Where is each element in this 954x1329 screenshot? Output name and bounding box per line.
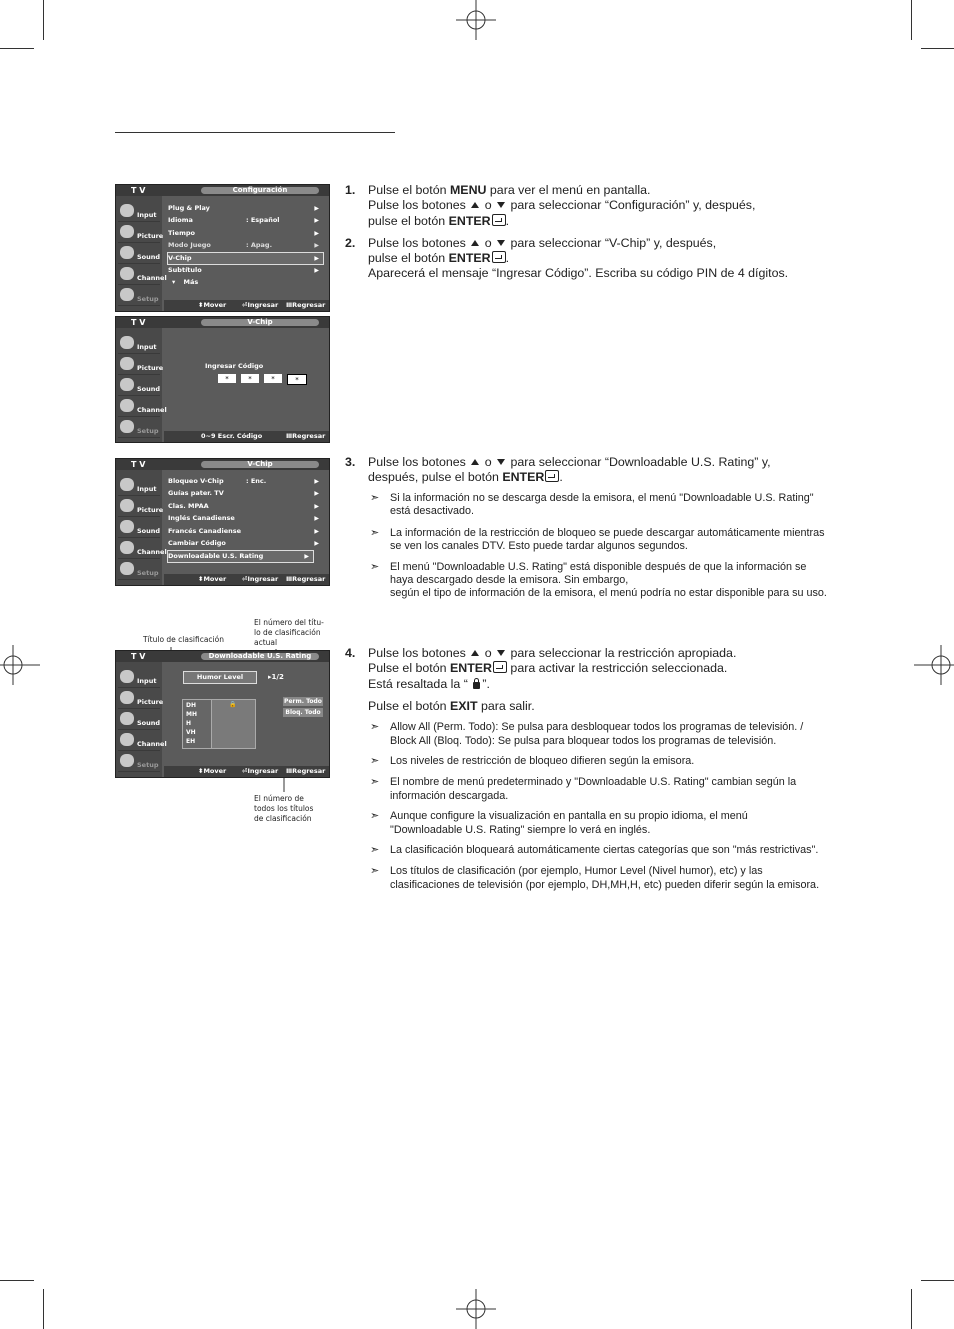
osd-vchip-code-menu	[115, 316, 330, 443]
osd-content	[164, 328, 329, 431]
osd-sidebar	[116, 196, 167, 311]
level-h[interactable]: H	[186, 720, 192, 727]
block-all-button[interactable]: Bloq. Todo	[283, 708, 323, 717]
footer-enter: ⏎Ingresar	[242, 767, 279, 775]
callout-rating-title: Título de clasificación	[143, 635, 224, 644]
osd-sidebar	[116, 662, 167, 777]
footer-back: ⅢRegresar	[286, 767, 326, 775]
callout-current-number-3: actual	[254, 638, 278, 647]
sidebar-item-setup[interactable]: Setup	[118, 752, 160, 772]
osd-header	[116, 459, 329, 470]
enter-icon	[492, 251, 506, 263]
menu-item-idioma[interactable]: Idioma : Español ▶	[168, 216, 319, 224]
menu-item-clas-mpaa[interactable]: Clas. MPAA ▶	[168, 502, 319, 510]
note-arrow-icon: ➣	[370, 561, 380, 573]
setup-icon	[120, 754, 134, 767]
sidebar-item-input[interactable]: Input	[118, 334, 160, 354]
footer-move: ⬍Mover	[198, 575, 227, 583]
step-number: 2.	[345, 236, 356, 250]
sound-icon	[120, 246, 134, 259]
rating-title-box[interactable]: Humor Level	[183, 671, 257, 684]
footer-digits: 0~9 Escr. Código	[201, 432, 263, 440]
crop-mark	[921, 1280, 954, 1281]
enter-icon	[545, 470, 559, 482]
osd-content	[164, 196, 329, 300]
callout-current-number-2: lo de clasificación	[254, 628, 321, 637]
menu-item-downloadable-us-rating[interactable]: Downloadable U.S. Rating ▶	[167, 550, 314, 563]
osd-tv-label: T V	[131, 652, 146, 661]
crop-mark	[921, 48, 954, 49]
footer-enter: ⏎Ingresar	[242, 575, 279, 583]
arrow-right-icon: ▶	[314, 205, 319, 212]
registration-mark	[456, 0, 496, 40]
sidebar-item-channel[interactable]: Channel	[118, 731, 160, 751]
arrow-right-icon: ▶	[314, 515, 319, 522]
setup-icon	[120, 420, 134, 433]
code-prompt: Ingresar Código	[205, 362, 264, 370]
note-arrow-icon: ➣	[370, 810, 380, 822]
step-number: 4.	[345, 646, 356, 660]
note-arrow-icon: ➣	[370, 721, 380, 733]
menu-item-plug-play[interactable]: Plug & Play ▶	[168, 204, 319, 212]
osd-configuracion-menu	[115, 184, 330, 312]
chevron-down-icon: ▾	[172, 278, 178, 286]
arrow-up-icon	[471, 650, 479, 656]
crop-mark	[43, 0, 44, 40]
osd-sidebar	[116, 328, 167, 442]
arrow-right-icon: ▶	[314, 478, 319, 485]
sidebar-item-setup[interactable]: Setup	[118, 560, 160, 580]
sidebar-item-sound[interactable]: Sound	[118, 244, 160, 264]
arrow-right-icon: ▶	[314, 503, 319, 510]
channel-icon	[120, 733, 134, 746]
osd-menu-title: Downloadable U.S. Rating	[201, 653, 319, 660]
sidebar-item-setup[interactable]: Setup	[118, 418, 160, 438]
note-arrow-icon: ➣	[370, 492, 380, 504]
level-vh[interactable]: VH	[186, 729, 196, 736]
setup-icon	[120, 562, 134, 575]
sidebar-item-channel[interactable]: Channel	[118, 539, 160, 559]
step-number: 1.	[345, 183, 356, 197]
osd-tv-label: T V	[131, 318, 146, 327]
sidebar-item-sound[interactable]: Sound	[118, 518, 160, 538]
note-arrow-icon: ➣	[370, 755, 380, 767]
osd-downloadable-rating-menu	[115, 650, 330, 778]
rating-page-indicator[interactable]: ▸1/2	[268, 673, 284, 681]
arrow-up-icon	[471, 240, 479, 246]
osd-footer	[164, 431, 329, 442]
callout-current-number-1: El número del títu-	[254, 618, 324, 627]
osd-tv-label: T V	[131, 460, 146, 469]
channel-icon	[120, 267, 134, 280]
menu-item-ingles-canadiense[interactable]: Inglés Canadiense ▶	[168, 514, 319, 522]
allow-all-button[interactable]: Perm. Todo	[284, 698, 322, 705]
arrow-right-icon: ▶	[314, 242, 319, 249]
arrow-down-icon	[497, 459, 505, 465]
arrow-down-icon	[497, 202, 505, 208]
arrow-up-icon	[471, 202, 479, 208]
lock-icon: 🔒	[229, 701, 237, 708]
menu-item-v-chip[interactable]: V-Chip ▶	[167, 252, 324, 265]
code-digit-2[interactable]: *	[241, 374, 259, 383]
menu-item-mas[interactable]: ▾ Más	[172, 278, 199, 286]
registration-mark	[456, 1289, 496, 1329]
arrow-up-icon	[471, 459, 479, 465]
sidebar-item-picture[interactable]: Picture	[118, 689, 160, 709]
arrow-right-icon: ▶	[304, 553, 309, 560]
enter-icon	[492, 214, 506, 226]
arrow-down-icon	[497, 240, 505, 246]
osd-content	[164, 662, 329, 766]
sidebar-item-sound[interactable]: Sound	[118, 376, 160, 396]
note-arrow-icon: ➣	[370, 527, 380, 539]
arrow-right-icon: ▶	[314, 267, 319, 274]
menu-item-tiempo[interactable]: Tiempo ▶	[168, 229, 319, 237]
menu-item-cambiar-codigo[interactable]: Cambiar Código ▶	[168, 539, 319, 547]
level-dh[interactable]: DH	[186, 702, 197, 709]
arrow-down-icon	[497, 650, 505, 656]
enter-icon	[493, 661, 507, 673]
input-icon	[120, 670, 134, 683]
crop-mark	[0, 1280, 34, 1281]
osd-footer	[164, 766, 329, 777]
sidebar-item-setup[interactable]: Setup	[118, 286, 160, 306]
crop-mark	[43, 1289, 44, 1329]
registration-mark	[0, 645, 40, 685]
channel-icon	[120, 541, 134, 554]
footer-back: ⅢRegresar	[286, 575, 326, 583]
footer-back: ⅢRegresar	[286, 301, 326, 309]
osd-header	[116, 317, 329, 328]
arrow-right-icon: ▸	[268, 673, 272, 681]
level-mh[interactable]: MH	[186, 711, 197, 718]
callout-total-number-3: de clasificación	[254, 814, 312, 823]
arrow-right-icon: ▶	[314, 528, 319, 535]
rating-level-table	[182, 699, 256, 749]
osd-footer	[164, 574, 329, 585]
osd-vchip-menu	[115, 458, 330, 586]
osd-menu-title: V-Chip	[201, 461, 319, 468]
input-icon	[120, 336, 134, 349]
note-arrow-icon: ➣	[370, 865, 380, 877]
osd-header	[116, 651, 329, 662]
arrow-right-icon: ▶	[314, 217, 319, 224]
picture-icon	[120, 357, 134, 370]
header-rule	[115, 132, 395, 133]
note-arrow-icon: ➣	[370, 844, 380, 856]
footer-move: ⬍Mover	[198, 767, 227, 775]
arrow-right-icon: ▶	[314, 540, 319, 547]
code-digit-4[interactable]: *	[287, 374, 307, 385]
lock-icon	[473, 682, 480, 689]
osd-content	[164, 470, 329, 574]
crop-mark	[911, 0, 912, 40]
callout-total-number-2: todos los títulos	[254, 804, 314, 813]
menu-item-guias-pater[interactable]: Guías pater. TV ▶	[168, 489, 319, 497]
osd-footer	[164, 300, 329, 311]
arrow-right-icon: ▶	[314, 230, 319, 237]
osd-menu-title: Configuración	[201, 187, 319, 194]
level-eh[interactable]: EH	[186, 738, 196, 745]
footer-move: ⬍Mover	[198, 301, 227, 309]
input-icon	[120, 478, 134, 491]
sidebar-item-picture[interactable]: Picture	[118, 223, 160, 243]
callout-total-number-1: El número de	[254, 794, 304, 803]
sidebar-item-input[interactable]: Input	[118, 668, 160, 688]
menu-item-frances-canadiense[interactable]: Francés Canadiense ▶	[168, 527, 319, 535]
sidebar-item-channel[interactable]: Channel	[118, 397, 160, 417]
sidebar-item-channel[interactable]: Channel	[118, 265, 160, 285]
sidebar-item-input[interactable]: Input	[118, 476, 160, 496]
step-number: 3.	[345, 455, 356, 469]
osd-tv-label: T V	[131, 186, 146, 195]
code-digit-3[interactable]: *	[264, 374, 282, 383]
setup-icon	[120, 288, 134, 301]
footer-enter: ⏎Ingresar	[242, 301, 279, 309]
registration-mark	[914, 645, 954, 685]
sidebar-item-picture[interactable]: Picture	[118, 355, 160, 375]
channel-icon	[120, 399, 134, 412]
input-icon	[120, 204, 134, 217]
note-arrow-icon: ➣	[370, 776, 380, 788]
osd-menu-title: V-Chip	[201, 319, 319, 326]
menu-item-bloqueo-vchip[interactable]: Bloqueo V-Chip : Enc. ▶	[168, 477, 319, 485]
crop-mark	[0, 48, 34, 49]
sidebar-item-picture[interactable]: Picture	[118, 497, 160, 517]
arrow-right-icon: ▶	[314, 255, 319, 262]
sidebar-item-sound[interactable]: Sound	[118, 710, 160, 730]
picture-icon	[120, 691, 134, 704]
arrow-right-icon: ▶	[314, 490, 319, 497]
sound-icon	[120, 378, 134, 391]
menu-item-subtitulo[interactable]: Subtítulo ▶	[168, 266, 319, 274]
crop-mark	[911, 1289, 912, 1329]
picture-icon	[120, 225, 134, 238]
sidebar-item-input[interactable]: Input	[118, 202, 160, 222]
menu-item-modo-juego[interactable]: Modo Juego : Apag. ▶	[168, 241, 319, 249]
picture-icon	[120, 499, 134, 512]
osd-header	[116, 185, 329, 196]
sound-icon	[120, 520, 134, 533]
footer-back: ⅢRegresar	[286, 432, 326, 440]
code-digit-1[interactable]: *	[218, 374, 236, 383]
osd-sidebar	[116, 470, 167, 585]
sound-icon	[120, 712, 134, 725]
